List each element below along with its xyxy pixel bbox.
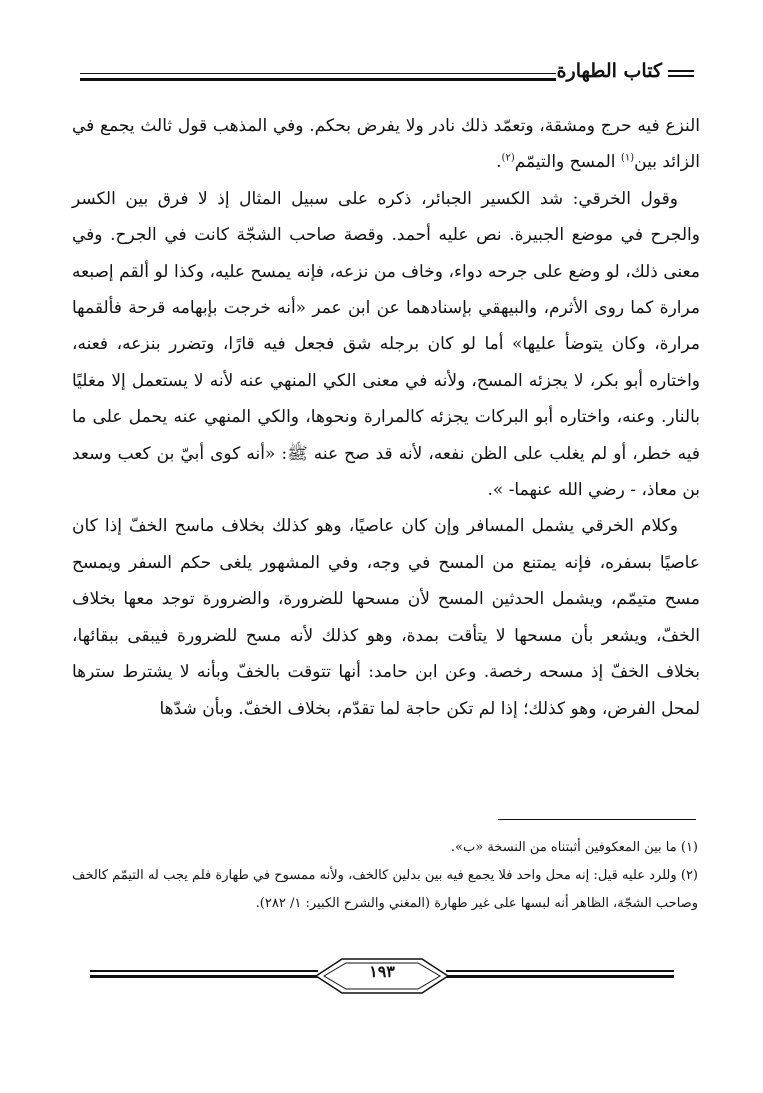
chapter-title: كتاب الطهارة	[556, 60, 662, 82]
footnotes	[72, 834, 698, 918]
footer-rule-left	[90, 970, 318, 972]
page-footer	[90, 958, 674, 996]
footer-rule-right-thick	[446, 975, 674, 978]
footnote-ref-2: (٢)	[501, 152, 515, 164]
paragraph-3: وكلام الخرقي يشمل المسافر وإن كان عاصيًا، وهو كذلك بخلاف ماسح الخفّ إذا كان عاصيًا بسفره، فإنه يمتنع من المسح في وجه، وفي المشهور يلغى حكم السفر ويمسح مسح متيمّم، ويشمل الحدثين المسح لأن مسحها للضرورة، والضرورة توجد معها بخلاف الخفّ، ويشعر بأن مسحها لا يتأقت بمدة، وهو كذلك لأنه مسح للضرورة فيبقى ببقائها، بخلاف الخفّ إذ مسحه رخصة. وعن ابن حامد: أنها تتوقت بالخفّ وبأنه لا يشترط سترها لمحل الفرض، وهو كذلك؛ إذا لم تكن حاجة لما تقدّم، بخلاف الخفّ. وبأن شدّها	[72, 516, 700, 719]
footnote-1: (١) ما بين المعكوفين أثبتناه من النسخة «ب».	[450, 840, 698, 855]
footnote-separator	[498, 819, 696, 820]
running-header	[80, 60, 694, 92]
paragraph-1: النزع فيه حرج ومشقة، وتعمّد ذلك نادر ولا يفرض بحكم. وفي المذهب قول ثالث يجمع في الزائد بين$^{(١)}$ المسح والتيمّم$^{(٢)}$.	[72, 116, 700, 173]
main-text	[72, 108, 700, 727]
footer-rule-right	[446, 970, 674, 972]
header-rule	[80, 73, 556, 74]
footer-rule-left-thick	[90, 975, 318, 978]
paragraph-2: وقول الخرقي: شد الكسير الجبائر، ذكره على سبيل المثال إذ لا فرق بين الكسر والجرح في موضع الجبيرة. نص عليه أحمد. وقصة صاحب الشجّة كانت في الجرح. وفي معنى ذلك، لو وضع على جرحه دواء، وخاف من نزعه، فإنه يمسح عليه، وكذا لو ألقم إصبعه مرارة كما روى الأثرم، والبيهقي بإسنادهما عن ابن عمر «أنه خرجت بإبهامه قرحة فألقمها مرارة، وكان يتوضأ عليها» أما لو كان برجله شق فجعل فيه قارًا، وتضرر بنزعه، فعنه، واختاره أبو بكر، لا يجزئه المسح، ولأنه في معنى الكي المنهي عنه لأنه لا يستعمل إلا مغليًا بالنار. وعنه، واختاره أبو البركات يجزئه كالمرارة ونحوها، والكي المنهي عنه يحمل على ما فيه خطر، أو لم يغلب على الظن نفعه، لأنه قد صح عنه ﷺ: «أنه كوى أبيّ بن كعب وسعد بن معاذ، - رضي الله عنهما- ».	[72, 188, 700, 501]
footnote-2: (٢) وللرد عليه قيل: إنه محل واحد فلا يجمع فيه بين بدلين كالخف، ولأنه ممسوح في طهارة فلم يجب له التيمّم كالخف وصاحب الشجّة، الظاهر أنه لبسها على غير طهارة (المغني والشرح الكبير: ١/ ٢٨٢).	[72, 868, 698, 911]
page-number: ١٩٣	[369, 962, 395, 981]
header-rule-thick	[80, 78, 556, 81]
header-ornament	[668, 70, 694, 80]
footnote-ref-1: (١)	[620, 152, 635, 164]
